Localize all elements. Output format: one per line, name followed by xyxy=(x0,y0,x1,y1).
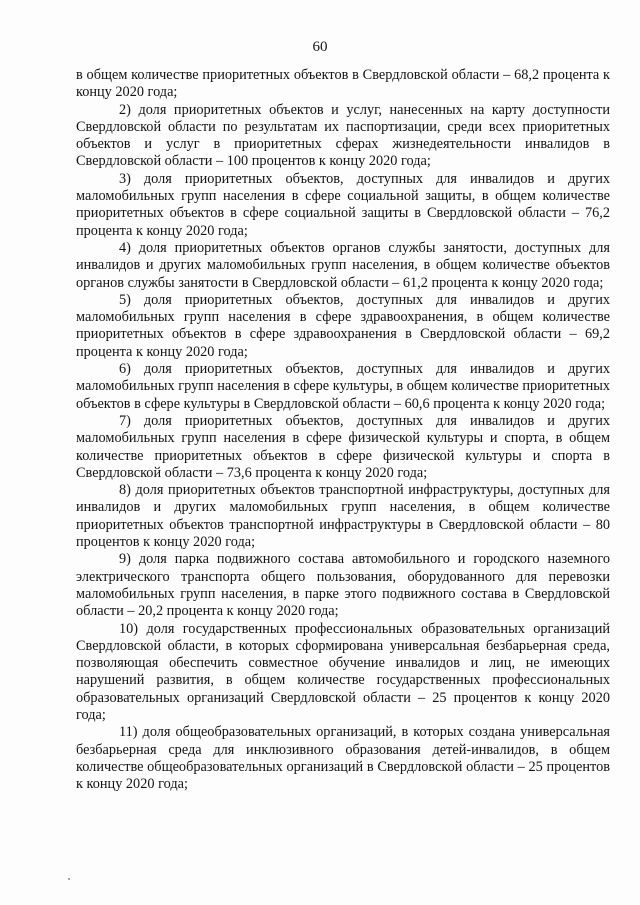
paragraph-item-4: 4) доля приоритетных объектов органов службы занятости, доступных для инвалидов и других маломобильных групп населения, в общем количестве объектов органов службы занятости в Свердловской области – 61,2 процента к концу 2020 года; xyxy=(76,239,610,291)
document-body xyxy=(76,67,610,793)
paragraph-item-2: 2) доля приоритетных объектов и услуг, нанесенных на карту доступности Свердловской области по результатам их паспортизации, среди всех приоритетных объектов и услуг в приоритетных сферах жизнедеятельности инвалидов в Свердловской области – 100 процентов к концу 2020 года; xyxy=(76,101,610,170)
paragraph-item-10: 10) доля государственных профессиональных образовательных организаций Свердловской области, в которых сформирована универсальная безбарьерная среда, позволяющая обеспечить совместное обучение инвалидов и лиц, не имеющих нарушений развития, в общем количестве государственных профессиональных образовательных организаций Свердловской области – 25 процентов к концу 2020 года; xyxy=(76,620,610,723)
paragraph-item-5: 5) доля приоритетных объектов, доступных для инвалидов и других маломобильных групп населения в сфере здравоохранения, в общем количестве приоритетных объектов в сфере здравоохранения в Свердловской области – 69,2 процента к концу 2020 года; xyxy=(76,291,610,360)
paragraph-item-8: 8) доля приоритетных объектов транспортной инфраструктуры, доступных для инвалидов и других маломобильных групп населения, в общем количестве приоритетных объектов транспортной инфраструктуры в Свердловской области – 80 процентов к концу 2020 года; xyxy=(76,482,610,551)
paragraph-continuation: в общем количестве приоритетных объектов в Свердловской области – 68,2 процента к концу 2020 года; xyxy=(76,67,610,101)
page-number: 60 xyxy=(312,39,328,55)
paragraph-item-3: 3) доля приоритетных объектов, доступных для инвалидов и других маломобильных групп населения в сфере социальной защиты, в общем количестве приоритетных объектов в сфере социальной защиты в Свердловской области – 76,2 процента к концу 2020 года; xyxy=(76,170,610,239)
paragraph-item-6: 6) доля приоритетных объектов, доступных для инвалидов и других маломобильных групп населения в сфере культуры, в общем количестве приоритетных объектов в сфере культуры в Свердловской области – 60,6 процента к концу 2020 года; xyxy=(76,361,610,412)
paragraph-item-7: 7) доля приоритетных объектов, доступных для инвалидов и других маломобильных групп населения в сфере физической культуры и спорта, в общем количестве приоритетных объектов в сфере физической культуры и спорта в Свердловской области – 73,6 процента к концу 2020 года; xyxy=(76,412,610,481)
scan-speck xyxy=(68,878,70,880)
paragraph-item-11: 11) доля общеобразовательных организаций, в которых создана универсальная безбарьерная среда для инклюзивного образования детей-инвалидов, в общем количестве общеобразовательных организаций в Свердловской области – 25 процентов к концу 2020 года; xyxy=(76,724,610,793)
paragraph-item-9: 9) доля парка подвижного состава автомобильного и городского наземного электрического транспорта общего пользования, оборудованного для перевозки маломобильных групп населения, в парке этого подвижного состава в Свердловской области – 20,2 процента к концу 2020 года; xyxy=(76,551,610,620)
